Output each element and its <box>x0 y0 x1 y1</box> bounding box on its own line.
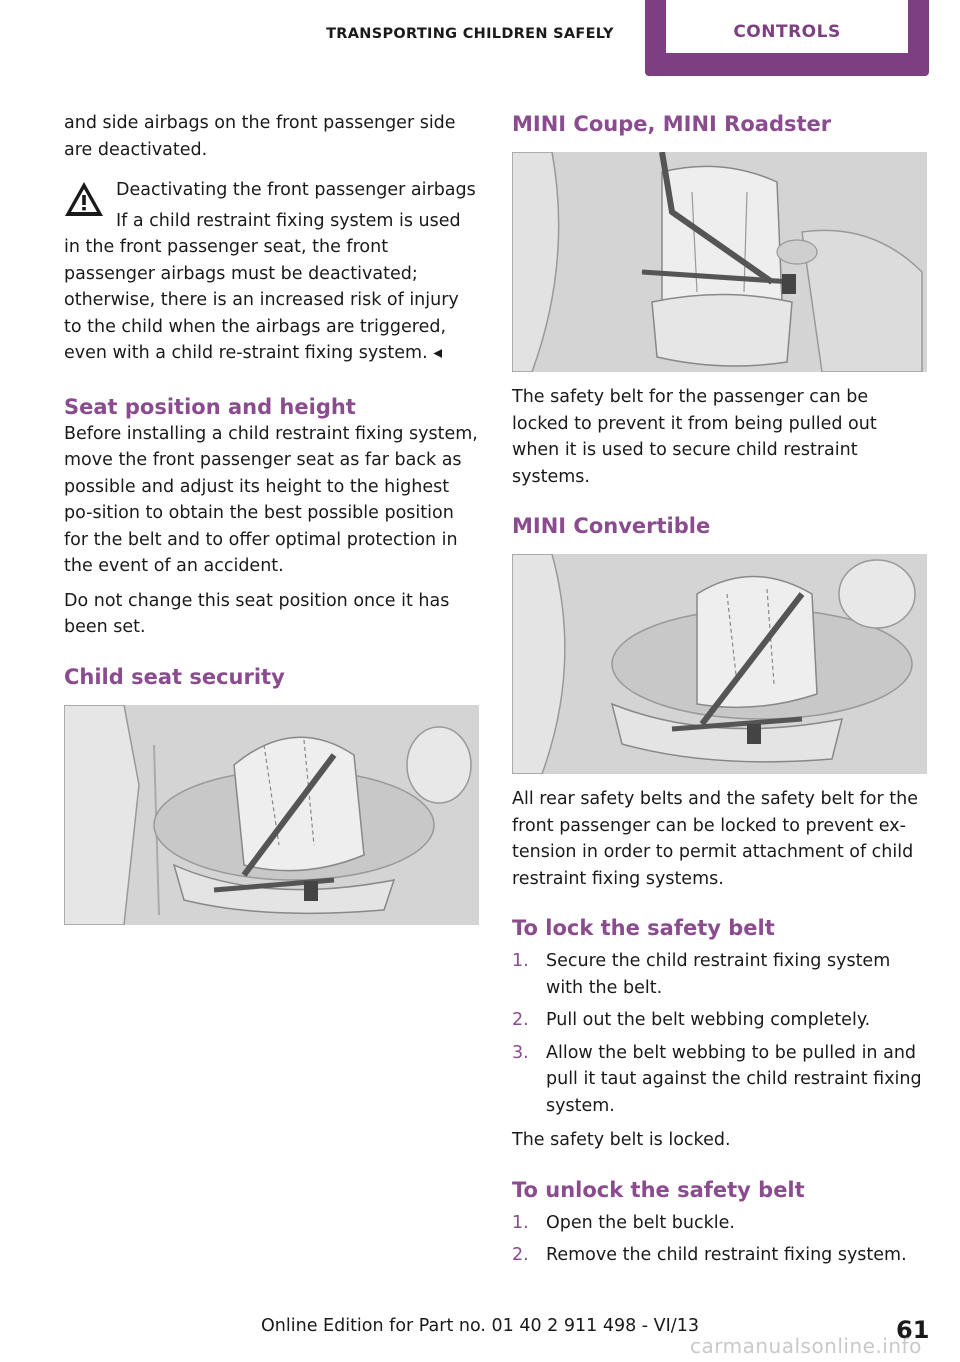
left-column <box>64 110 479 925</box>
step-number: 3. <box>512 1042 529 1063</box>
end-mark: ◂ <box>433 343 443 363</box>
warning-block <box>64 177 479 367</box>
child-seat-security-heading: Child seat security <box>64 664 285 689</box>
step-text: Open the belt buckle. <box>546 1212 735 1233</box>
section-title: TRANSPORTING CHILDREN SAFELY <box>326 26 614 42</box>
locked-text: The safety belt is locked. <box>512 1130 731 1150</box>
coupe-text: The safety belt for the passenger can be locked to prevent it from being pulled out when it is used to secure child restraint systems. <box>512 387 877 487</box>
lock-step <box>512 948 927 1001</box>
coupe-seat-illustration <box>512 152 927 372</box>
unlock-step <box>512 1210 927 1237</box>
right-column <box>512 110 927 1277</box>
step-text: Allow the belt webbing to be pulled in and pull it taut against the child restraint fixing system. <box>546 1042 922 1116</box>
lock-step <box>512 1007 927 1034</box>
page-number: 61 <box>896 1316 930 1344</box>
coupe-heading: MINI Coupe, MINI Roadster <box>512 112 832 136</box>
convertible-text: All rear safety belts and the safety belt for the front passenger can be locked to prevent ex-tension in order to permit attachment of child restraint fixing systems. <box>512 789 918 889</box>
step-text: Secure the child restraint fixing system with the belt. <box>546 951 891 998</box>
step-text: Remove the child restraint fixing system. <box>546 1245 907 1265</box>
unlock-steps <box>512 1210 927 1269</box>
chapter-tab <box>645 0 929 76</box>
convertible-seat-illustration <box>512 554 927 774</box>
warning-title: Deactivating the front passenger airbags <box>116 180 476 200</box>
lock-heading: To lock the safety belt <box>512 916 775 940</box>
watermark: carmanualsonline.info <box>690 1334 922 1358</box>
seat-position-heading: Seat position and height <box>64 394 356 419</box>
unlock-step <box>512 1242 927 1269</box>
seat-position-note: Do not change this seat position once it has been set. <box>64 590 450 637</box>
chapter-title: CONTROLS <box>666 0 908 53</box>
edition-footer: Online Edition for Part no. 01 40 2 911 498 - VI/13 <box>261 1316 699 1336</box>
step-text: Pull out the belt webbing completely. <box>546 1010 871 1030</box>
seat-position-text: Before installing a child restraint fixing system, move the front passenger seat as far back as possible and adjust its height to the highest po-sition to obtain the best possible position for the belt and to offer optimal protection in the event of an accident. <box>64 423 478 576</box>
lock-step <box>512 1040 927 1120</box>
warning-text <box>64 208 479 367</box>
step-number: 2. <box>512 1245 529 1265</box>
step-number: 2. <box>512 1010 529 1030</box>
unlock-heading: To unlock the safety belt <box>512 1177 805 1202</box>
step-number: 1. <box>512 1212 529 1233</box>
warning-triangle-icon <box>64 181 104 217</box>
warning-body: If a child restraint fixing system is used in the front passenger seat, the front passenger airbags must be deactivated; otherwise, there is an increased risk of injury to the child when the airbags are triggered, even with a child re-straint fixing system. <box>64 210 461 363</box>
lock-steps <box>512 948 927 1119</box>
convertible-heading: MINI Convertible <box>512 514 711 538</box>
child-seat-illustration <box>64 705 479 925</box>
intro-text: and side airbags on the front passenger side are deactivated. <box>64 113 456 160</box>
step-number: 1. <box>512 951 529 971</box>
